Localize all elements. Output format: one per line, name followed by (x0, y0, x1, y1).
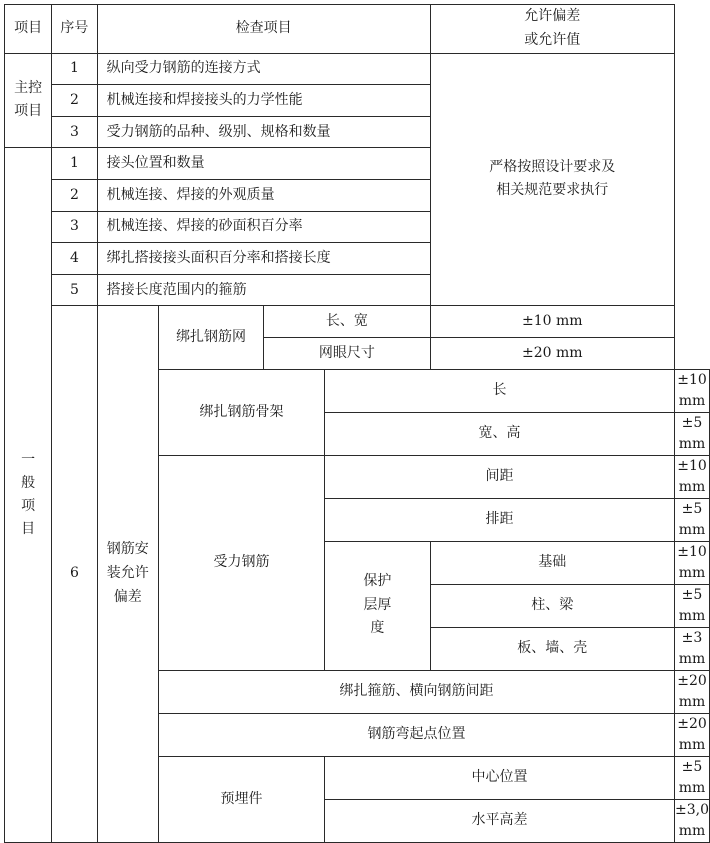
table-row (5, 306, 710, 338)
embedded-part-name: 预埋件 (159, 756, 325, 842)
tolerance-value: ±5 mm (675, 584, 710, 627)
embedded-center: 中心位置 (325, 756, 675, 799)
installation-seq: 6 (52, 306, 97, 842)
tolerance-value: ±10 mm (675, 455, 710, 498)
row-item: 机械连接、焊接的外观质量 (97, 179, 430, 211)
frame-width-height: 宽、高 (325, 412, 675, 455)
stressed-row-spacing: 排距 (325, 498, 675, 541)
tolerance-value: ±20 mm (430, 337, 674, 369)
row-seq: 4 (52, 243, 97, 275)
embedded-level-diff: 水平高差 (325, 799, 675, 842)
row-item: 纵向受力钢筋的连接方式 (97, 53, 430, 85)
row-item: 机械连接、焊接的砂面积百分率 (97, 211, 430, 243)
row-item: 机械连接和焊接接头的力学性能 (97, 85, 430, 117)
row-seq: 2 (52, 85, 97, 117)
tolerance-value: ±20 mm (675, 713, 710, 756)
tolerance-value: ±10 mm (430, 306, 674, 338)
tolerance-value: ±5 mm (675, 756, 710, 799)
tolerance-value: ±20 mm (675, 670, 710, 713)
row-item: 受力钢筋的品种、级别、规格和数量 (97, 116, 430, 148)
frame-name: 绑扎钢筋骨架 (159, 369, 325, 455)
row-seq: 3 (52, 211, 97, 243)
tolerance-value: ±10 mm (675, 369, 710, 412)
inspection-table (4, 4, 710, 843)
tolerance-value: ±3,0 mm (675, 799, 710, 842)
header-tolerance-line1: 允许偏差 (524, 8, 581, 24)
table-header-row (5, 5, 710, 54)
header-category: 项目 (5, 5, 52, 54)
tolerance-value: ±5 mm (675, 498, 710, 541)
header-seq: 序号 (52, 5, 97, 54)
row-seq: 1 (52, 148, 97, 180)
cover-slab-wall-shell: 板、墙、壳 (430, 627, 674, 670)
tolerance-value: ±5 mm (675, 412, 710, 455)
row-item: 绑扎搭接接头面积百分率和搭接长度 (97, 243, 430, 275)
mesh-name: 绑扎钢筋网 (159, 306, 264, 369)
header-tolerance-line2: 或允许值 (524, 31, 581, 48)
general-category: 一 般 项 目 (5, 148, 52, 842)
cover-foundation: 基础 (430, 541, 674, 584)
row-seq: 2 (52, 179, 97, 211)
table-row (5, 53, 710, 85)
mesh-size: 网眼尺寸 (264, 337, 430, 369)
cover-thickness-label: 保护 层厚 度 (325, 541, 431, 670)
mesh-length-width: 长、宽 (264, 306, 430, 338)
row-seq: 3 (52, 116, 97, 148)
design-requirement-cell: 严格按照设计要求及 相关规范要求执行 (430, 53, 674, 306)
tolerance-value: ±10 mm (675, 541, 710, 584)
tolerance-value: ±3 mm (675, 627, 710, 670)
bend-point-position: 钢筋弯起点位置 (159, 713, 675, 756)
stressed-bar-name: 受力钢筋 (159, 455, 325, 670)
stirrup-spacing: 绑扎箍筋、横向钢筋间距 (159, 670, 675, 713)
stressed-spacing: 间距 (325, 455, 675, 498)
row-item: 搭接长度范围内的箍筋 (97, 274, 430, 306)
main-control-category: 主控 项目 (5, 53, 52, 148)
frame-length: 长 (325, 369, 675, 412)
installation-label: 钢筋安 装允许 偏差 (97, 306, 158, 842)
cover-column-beam: 柱、梁 (430, 584, 674, 627)
row-item: 接头位置和数量 (97, 148, 430, 180)
header-tolerance (430, 5, 674, 54)
header-item: 检查项目 (97, 5, 430, 54)
row-seq: 5 (52, 274, 97, 306)
row-seq: 1 (52, 53, 97, 85)
